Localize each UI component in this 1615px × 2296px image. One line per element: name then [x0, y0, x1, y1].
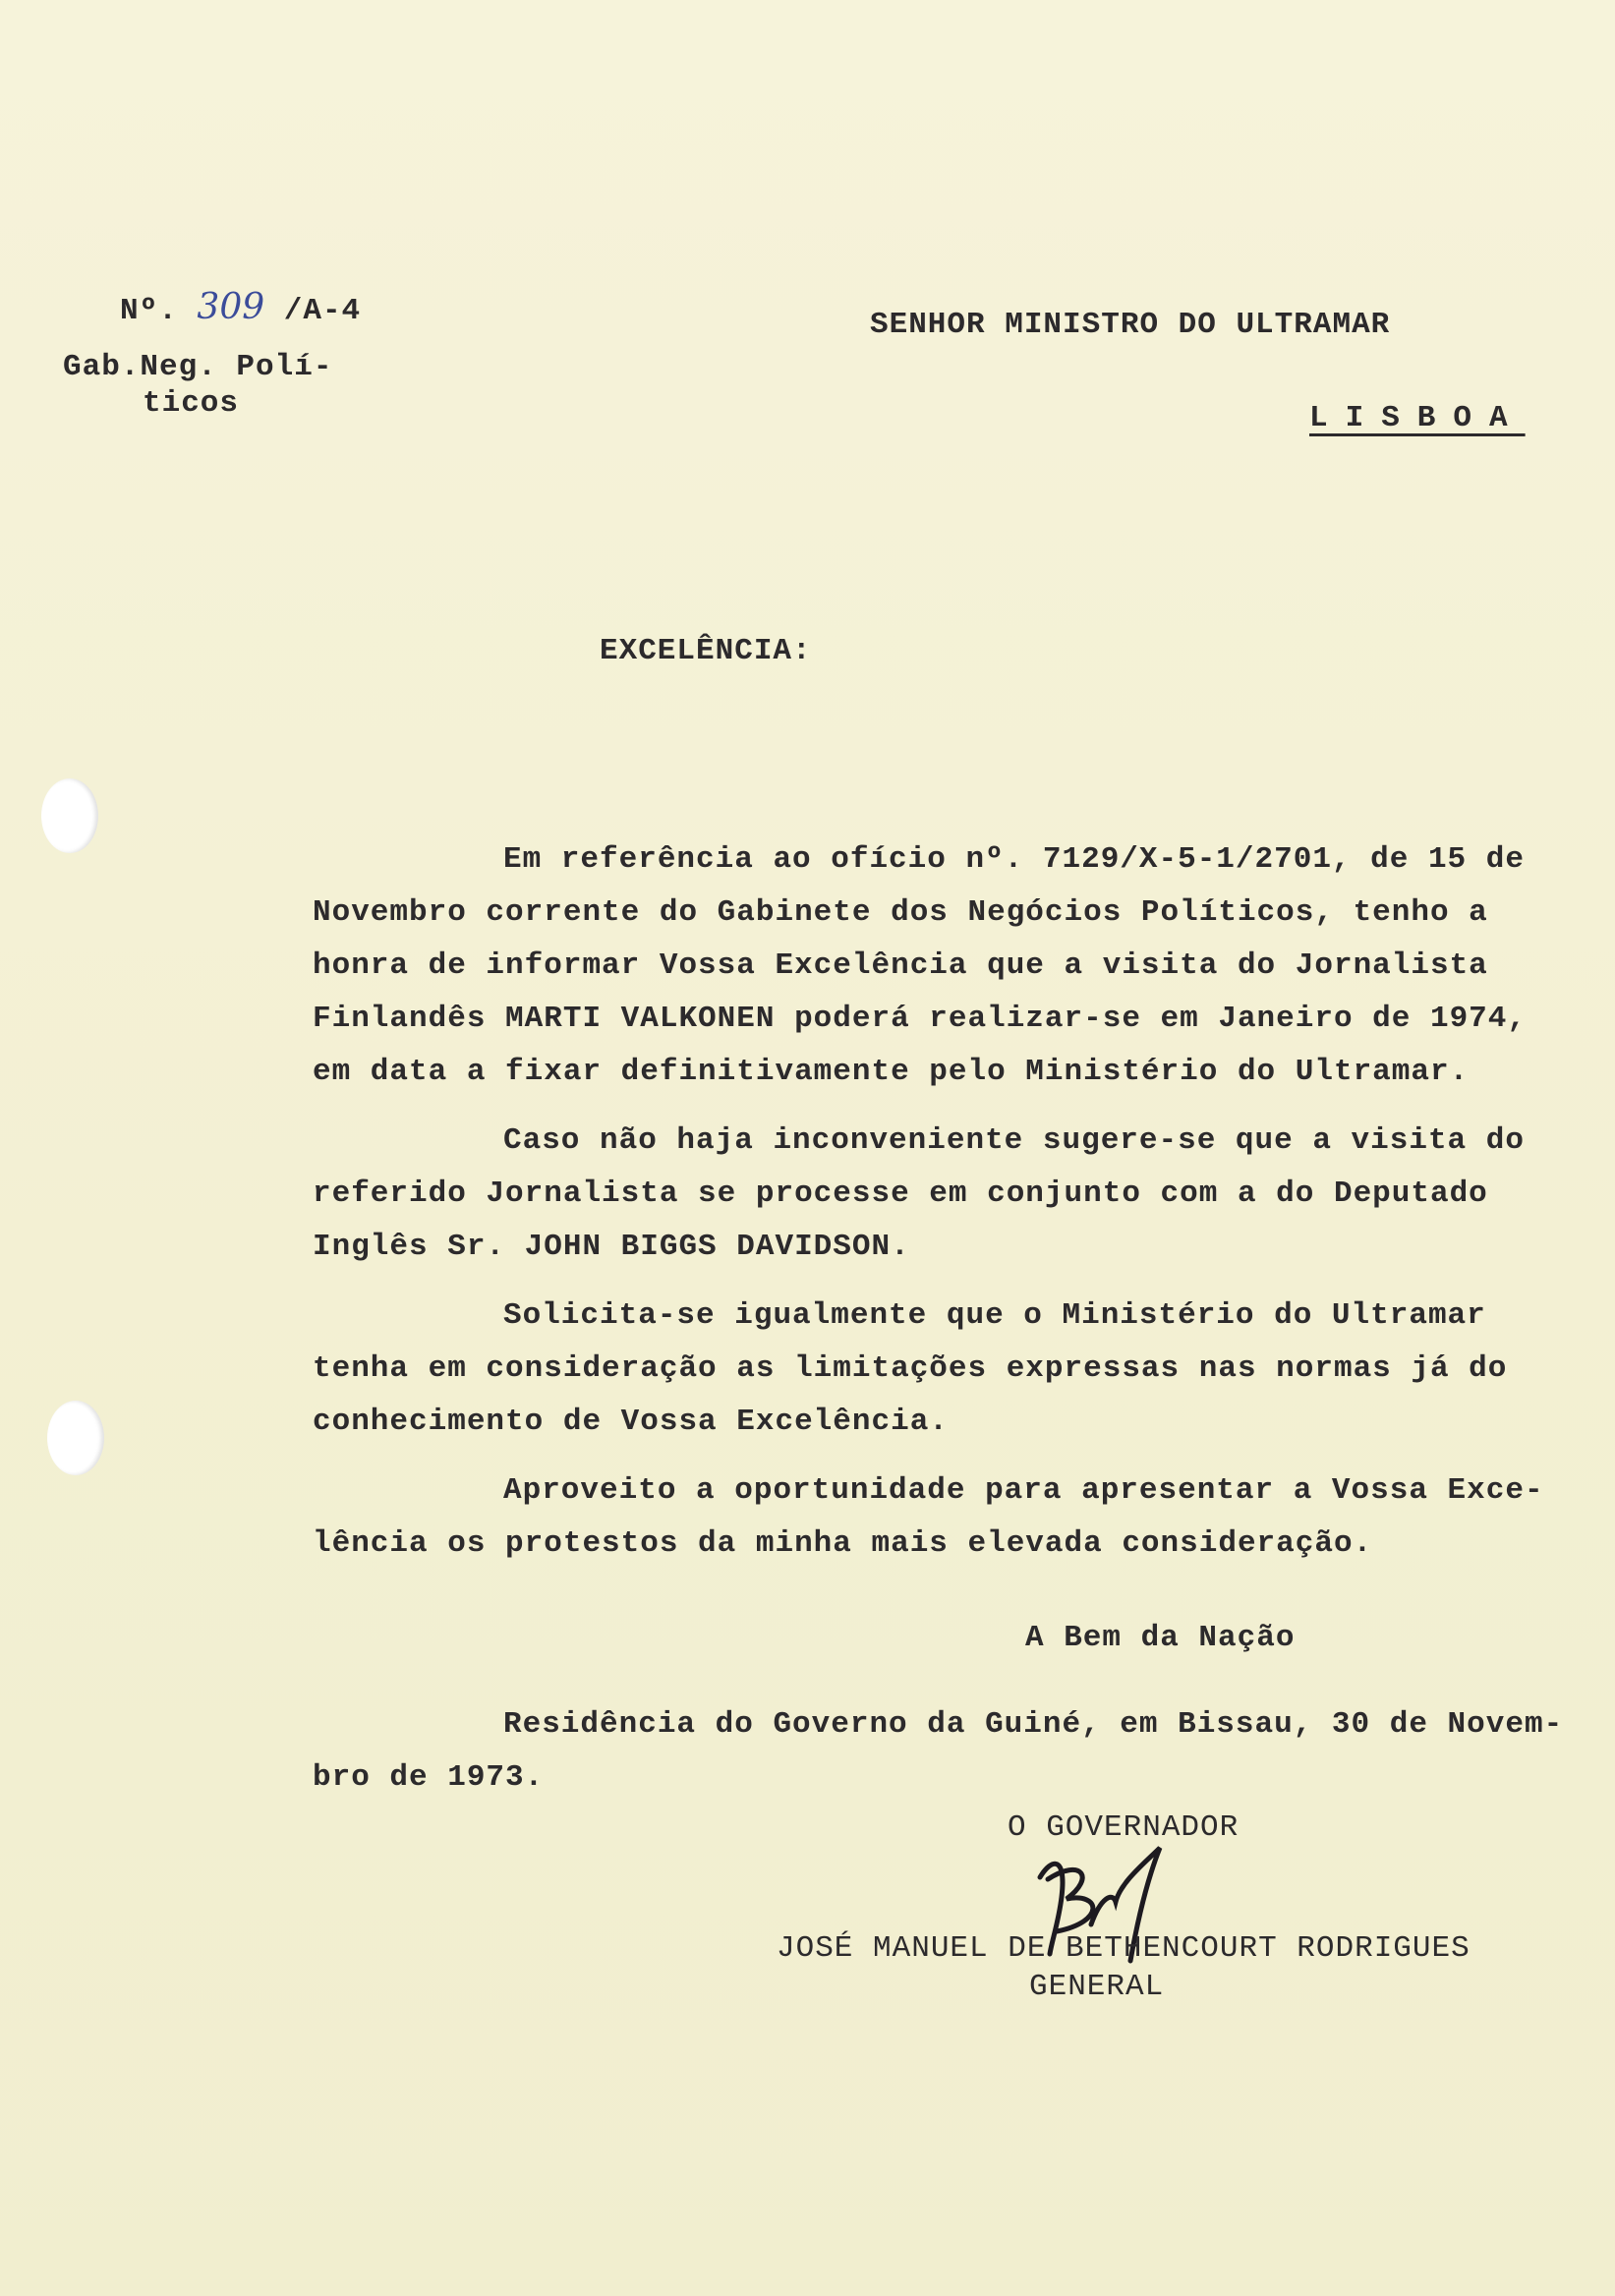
body-line: Solicita-se igualmente que o Ministério do Ultramar	[503, 1298, 1486, 1333]
body-line: Caso não haja inconveniente sugere-se que a visita do	[503, 1123, 1525, 1158]
place-date-line: bro de 1973.	[313, 1760, 545, 1795]
place-date-line: Residência do Governo da Guiné, em Bissau, 30 de Novem-	[503, 1707, 1564, 1742]
salutation: EXCELÊNCIA:	[600, 634, 812, 668]
punch-hole	[41, 778, 98, 853]
addressee: SENHOR MINISTRO DO ULTRAMAR	[870, 308, 1391, 342]
city: LISBOA	[1309, 401, 1526, 435]
signatory-name: JOSÉ MANUEL DE BETHENCOURT RODRIGUES	[777, 1931, 1471, 1966]
office-line-1: Gab.Neg. Polí-	[63, 350, 333, 384]
office-line-2: ticos	[143, 386, 240, 421]
closing-motto: A Bem da Nação	[1025, 1621, 1296, 1655]
ref-number-handwritten: 309	[197, 287, 265, 327]
body-line: Novembro corrente do Gabinete dos Negócios Políticos, tenho a	[313, 895, 1488, 930]
body-line: Em referência ao ofício nº. 7129/X-5-1/2701, de 15 de	[503, 842, 1525, 877]
body-line: Aproveito a oportunidade para apresentar a Vossa Exce-	[503, 1473, 1544, 1508]
body-line: referido Jornalista se processe em conjunto com a do Deputado	[313, 1177, 1488, 1211]
body-line: honra de informar Vossa Excelência que a visita do Jornalista	[313, 948, 1488, 983]
ref-suffix: /A-4	[283, 294, 362, 328]
reference-number	[120, 287, 361, 328]
ref-prefix: Nº.	[120, 294, 178, 328]
punch-hole	[47, 1401, 104, 1475]
body-line: Finlandês MARTI VALKONEN poderá realizar-se em Janeiro de 1974,	[313, 1002, 1527, 1036]
body-line: conhecimento de Vossa Excelência.	[313, 1405, 949, 1439]
signatory-rank: GENERAL	[1029, 1970, 1165, 2004]
body-line: tenha em consideração as limitações expressas nas normas já do	[313, 1351, 1508, 1386]
body-line: lência os protestos da minha mais elevada consideração.	[313, 1526, 1373, 1561]
signatory-title: O GOVERNADOR	[1008, 1810, 1240, 1845]
body-line: em data a fixar definitivamente pelo Ministério do Ultramar.	[313, 1055, 1470, 1089]
body-line: Inglês Sr. JOHN BIGGS DAVIDSON.	[313, 1230, 910, 1264]
